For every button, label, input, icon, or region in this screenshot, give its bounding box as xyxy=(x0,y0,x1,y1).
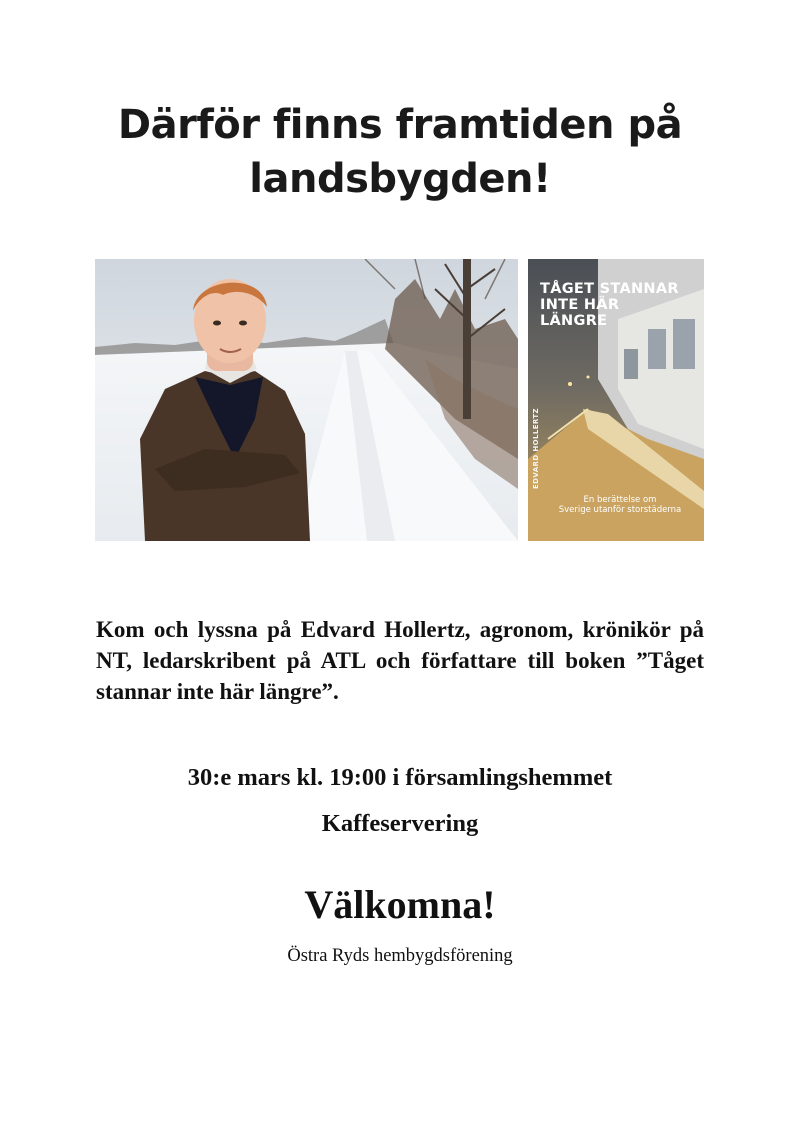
book-cover-title-line-3: LÄNGRE xyxy=(540,313,608,329)
book-cover-subtitle-line-1: En berättelse om xyxy=(583,495,657,505)
welcome-heading: Välkomna! xyxy=(304,882,496,927)
event-details: 30:e mars kl. 19:00 i församlingshemmet xyxy=(187,764,613,791)
book-cover xyxy=(528,259,704,541)
book-cover-title-line-1: TÅGET STANNAR xyxy=(540,281,679,297)
intro-paragraph: Kom och lyssna på Edvard Hollertz, agronom, krönikör på NT, ledarskribent på ATL och författare till boken ”Tåget stannar inte här längre”. xyxy=(96,617,704,704)
headline-line-2: landsbygden! xyxy=(249,156,551,202)
organizer: Östra Ryds hembygdsförening xyxy=(287,946,513,966)
headline-line-1: Därför finns framtiden på xyxy=(117,102,683,148)
author-photo xyxy=(95,259,518,541)
refreshments: Kaffeservering xyxy=(321,810,479,837)
book-cover-title xyxy=(540,281,700,329)
headline xyxy=(60,98,740,206)
book-cover-title-line-2: INTE HÄR xyxy=(540,297,620,313)
book-cover-subtitle-line-2: Sverige utanför storstäderna xyxy=(558,505,682,515)
book-cover-author: EDVARD HOLLERTZ xyxy=(532,407,540,489)
book-cover-subtitle xyxy=(538,495,702,515)
